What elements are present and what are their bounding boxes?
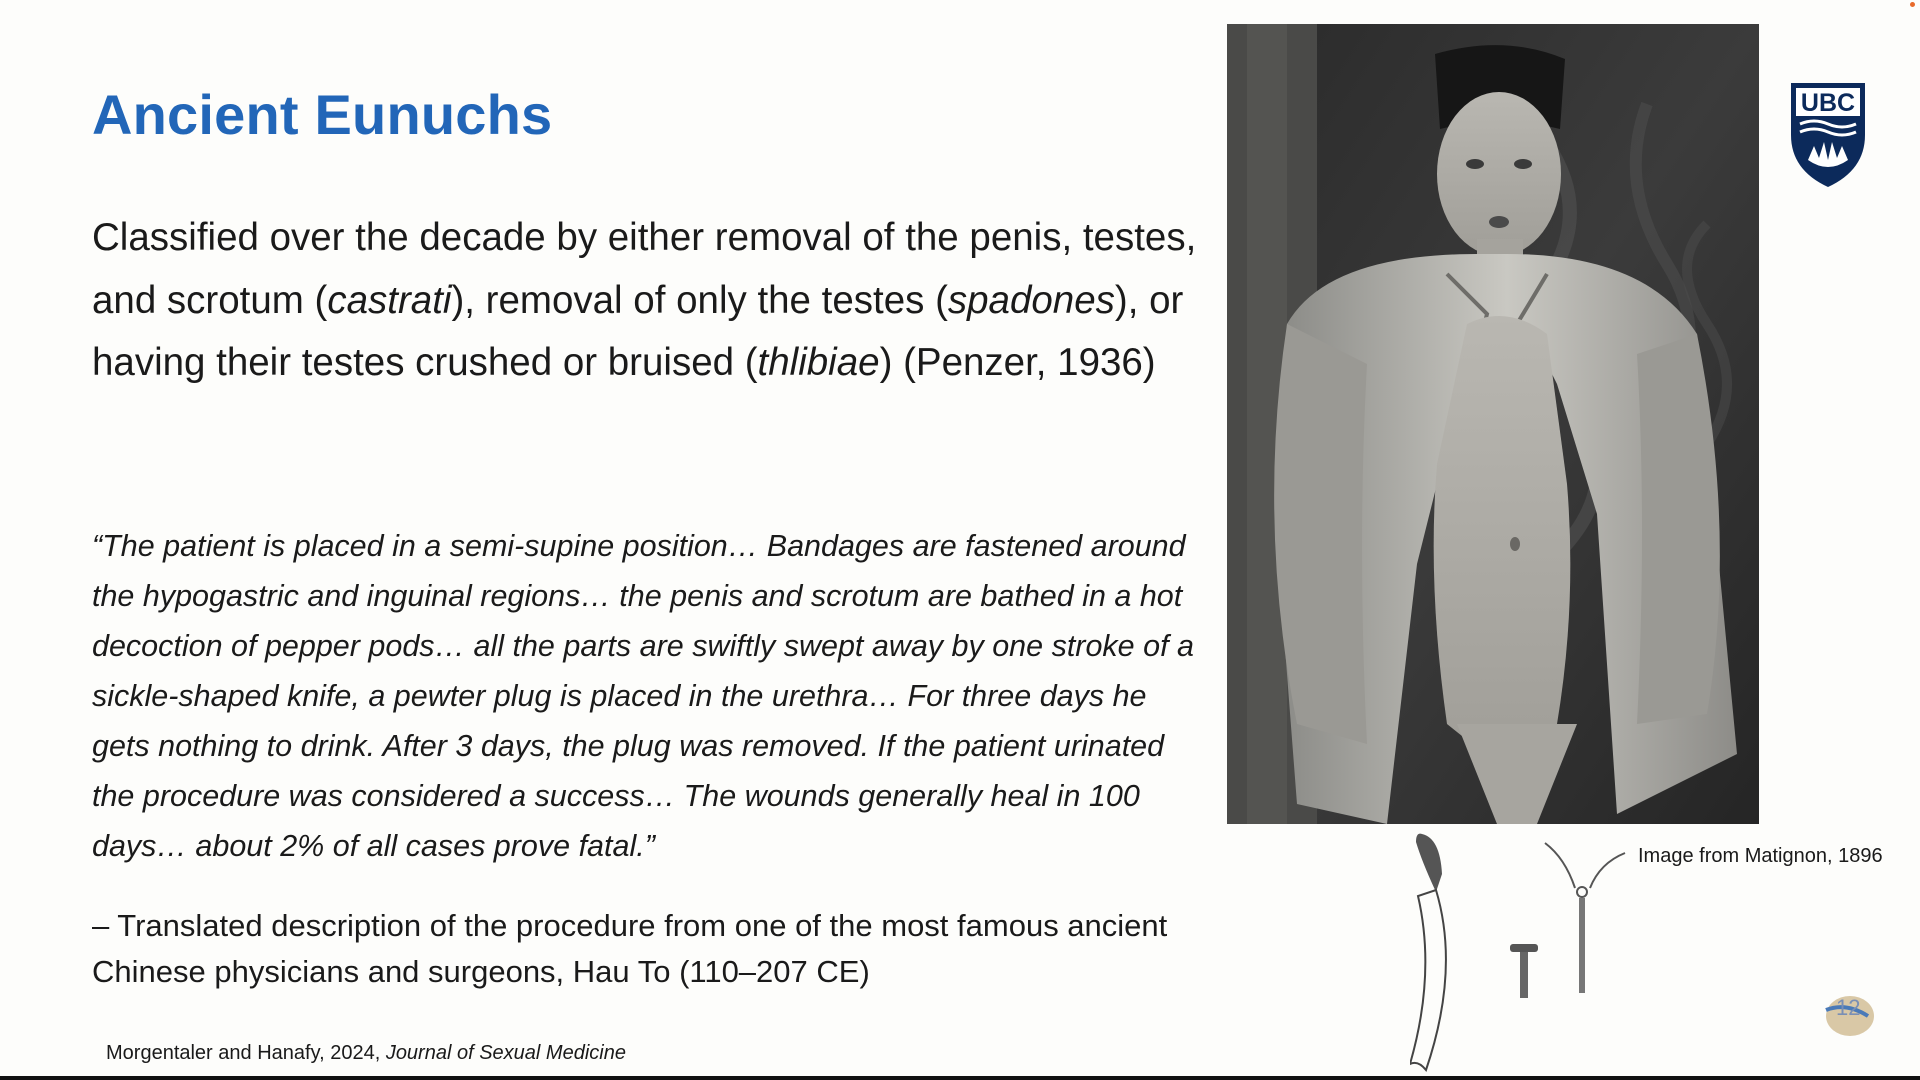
page-number: 12: [1836, 995, 1861, 1020]
bottom-border: [0, 1076, 1920, 1080]
ubc-logo-text: UBC: [1800, 89, 1856, 117]
term-spadones: spadones: [947, 278, 1115, 322]
classification-paragraph: [92, 207, 1212, 395]
ubc-crest-icon: [1788, 80, 1868, 190]
citation-journal: Journal of Sexual Medicine: [385, 1042, 626, 1064]
photo-credit: Image from Matignon, 1896: [1638, 845, 1883, 867]
citation-authors: Morgentaler and Hanafy, 2024,: [106, 1042, 386, 1064]
quote-attribution: – Translated description of the procedure from one of the most famous ancient Chinese physicians and surgeons, Hau To (110–207 CE): [92, 908, 1168, 989]
historical-photo-graphic: [1227, 24, 1759, 824]
classified-text-3: ), or having their testes crushed or bruised (: [92, 278, 1184, 384]
citation: [106, 1042, 626, 1065]
classified-text-1: Classified over the decade by either removal of the penis, testes, and scrotum (: [92, 216, 1197, 322]
recording-indicator-icon: [1910, 2, 1915, 7]
classified-text-4: ) (Penzer, 1936): [879, 341, 1156, 384]
procedure-quote: “The patient is placed in a semi-supine position… Bandages are fastened around the hypogastric and inguinal regions… the penis and scrotum are bathed in a hot decoction of pepper pods… all the parts are swiftly swept away by one stroke of a sickle-shaped knife, a pewter plug is placed in the urethra… For three days he gets nothing to drink. After 3 days, the plug was removed. If the patient urinated the procedure was considered a success… The wounds generally heal in 100 days… about 2% of all cases prove fatal.”: [92, 529, 1194, 863]
term-thlibiae: thlibiae: [757, 341, 880, 384]
term-castrati: castrati: [327, 278, 452, 322]
historical-photo: [1227, 24, 1759, 824]
page-title: Ancient Eunuchs: [92, 83, 553, 146]
classified-text-2: ), removal of only the testes (: [451, 278, 948, 322]
surgical-tools-illustration: [1410, 828, 1640, 1078]
